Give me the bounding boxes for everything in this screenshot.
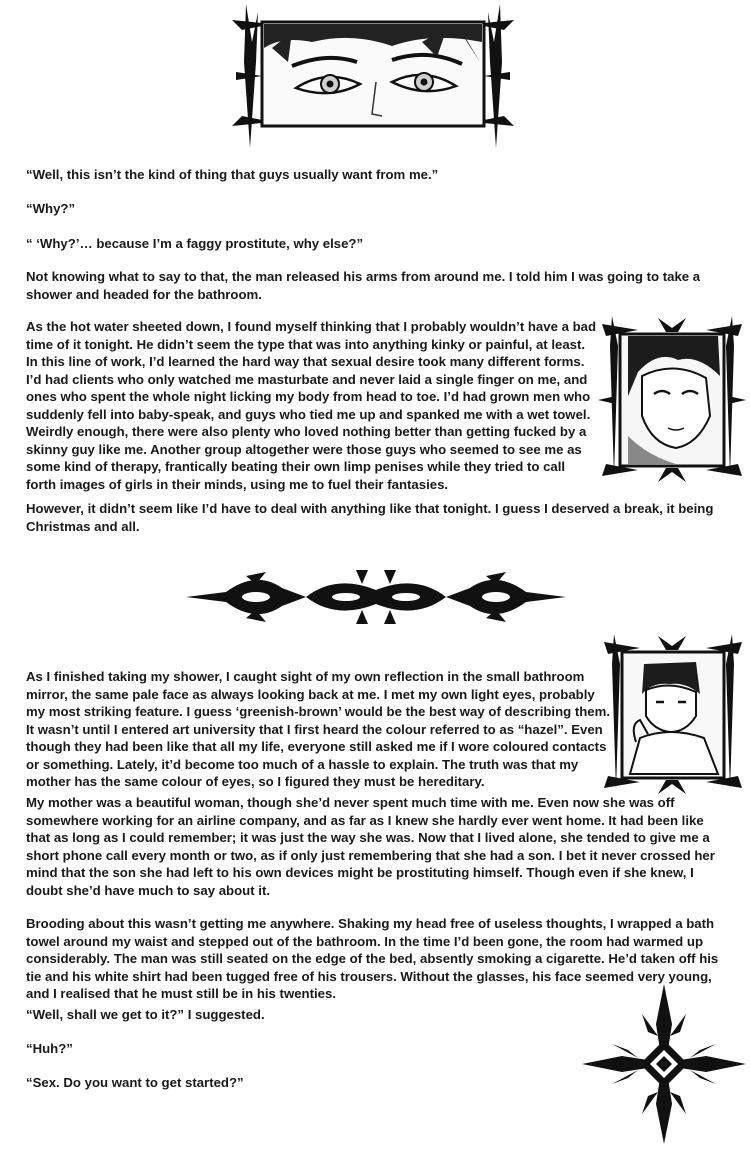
- portrait-illustration-2: [600, 634, 746, 796]
- paragraph-11: “Huh?”: [26, 1041, 73, 1056]
- paragraph-6: However, it didn’t seem like I’d have to deal with anything like that tonight. I guess I deserved a break, it being Christmas and all.: [26, 501, 714, 534]
- paragraph-7: As I finished taking my shower, I caught sight of my own reflection in the small bathroom mirror, the same pale face as always looking back at me. I met my own light eyes, probably my most striking feature. I guess ‘greenish-brown’ would be the best way of describing them. It wasn’t until I entered art university that I first heard the colour referred to as “hazel”. Even though they had been like that all my life, everyone still asked me if I wore coloured contacts or something. Lately, it’d become too much of a hassle to explain. The truth was that my mother has the same colour of eyes, so I figured they must be hereditary.: [26, 669, 611, 789]
- header-eyes-illustration: [232, 2, 514, 150]
- tribal-divider-ornament: [186, 570, 566, 624]
- paragraph-9: Brooding about this wasn’t getting me anywhere. Shaking my head free of useless thoughts, I wrapped a bath towel around my waist and stepped out of the bathroom. In the time I’d been gone, the room had warmed up considerably. The man was still seated on the edge of the bed, absently smoking a cigarette. He’d taken off his tie and his white shirt had been tugged free of his trousers. Without the glasses, his face seemed very young, and I realised that he must still be in his twenties.: [26, 916, 719, 1001]
- paragraph-2: “Why?”: [26, 201, 76, 216]
- paragraph-5: As the hot water sheeted down, I found myself thinking that I probably wouldn’t have a bad time of it tonight. He didn’t seem the type that was into anything kinky or painful, at least. In this line of work, I’d learned the hard way that sexual desire took many different forms. I’d had clients who only watched me masturbate and never laid a single finger on me, and ones who spent the whole night licking my body from head to toe. I’d had grown men who suddenly fell into baby-speak, and guys who tied me up and spanked me with a wet towel. Weirdly enough, there were also plenty who loved nothing better than getting fucked by a skinny guy like me. Another group altogether were those guys who seemed to see me as some kind of therapy, frantically beating their own limp penises while they tried to call forth images of girls in their minds, using me to fuel their fantasies.: [26, 319, 597, 492]
- paragraph-1: “Well, this isn’t the kind of thing that guys usually want from me.”: [26, 167, 439, 182]
- paragraph-8: My mother was a beautiful woman, though she’d never spent much time with me. Even now she was off somewhere working for an airline company, and as far as I knew she hardly ever went home. It had been like that as long as I could remember; it was just the way she was. Now that I lived alone, she tended to give me a short phone call every month or two, as if only just remembering that she had a son. I bet it never crossed her mind that the son she had left to his own devices might be prostituting himself. Though even if she knew, I doubt she’d have much to say about it.: [26, 795, 715, 898]
- paragraph-4: Not knowing what to say to that, the man released his arms from around me. I told him I was going to take a shower and headed for the bathroom.: [26, 269, 701, 302]
- tribal-cross-ornament: [582, 984, 746, 1144]
- paragraph-10: “Well, shall we get to it?” I suggested.: [26, 1007, 265, 1022]
- paragraph-3: “ ‘Why?’… because I’m a faggy prostitute, why else?”: [26, 236, 364, 251]
- paragraph-12: “Sex. Do you want to get started?”: [26, 1075, 244, 1090]
- portrait-illustration-1: [598, 316, 746, 484]
